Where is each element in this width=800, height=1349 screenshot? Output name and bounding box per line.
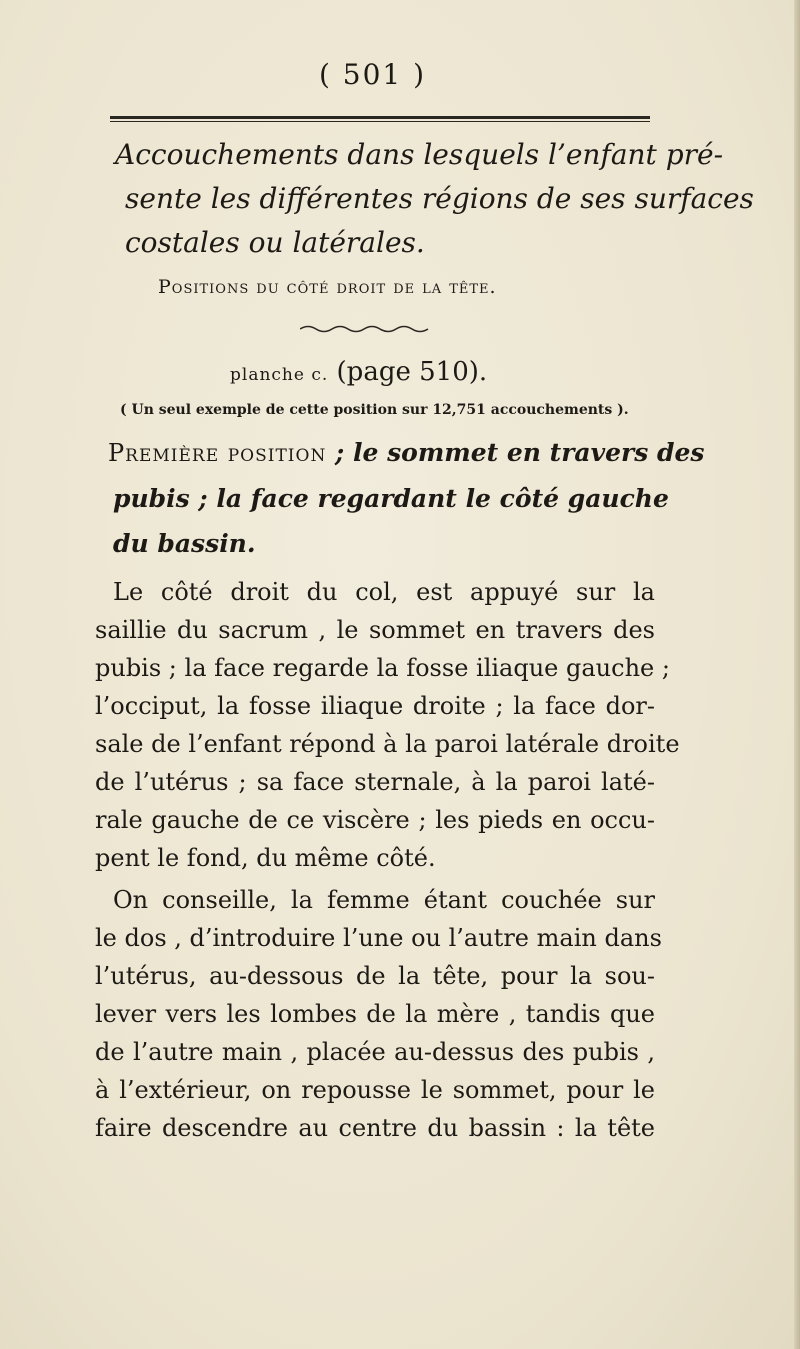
title-line: sente les différentes régions de ses surfaces: [125, 182, 754, 215]
frequency-note: ( Un seul exemple de cette position sur 12,751 accouchements ).: [120, 402, 629, 418]
ornament-divider: [300, 324, 430, 334]
position-text: ; le sommet en travers des: [326, 438, 705, 467]
position-label: Première position: [108, 439, 327, 467]
plate-reference: [230, 357, 630, 387]
text-line: le dos , d’introduire l’une ou l’autre main dans: [95, 924, 662, 952]
subheading: Positions du côté droit de la tête.: [158, 276, 497, 298]
text-line: sale de l’enfant répond à la paroi latérale droite: [95, 730, 680, 758]
page-edge: [794, 0, 800, 1349]
text-line: de l’utérus ; sa face sternale, à la paroi laté-: [95, 768, 655, 796]
title-line: Accouchements dans lesquels l’enfant pré-: [115, 138, 724, 171]
text-line: Le côté droit du col, est appuyé sur la: [113, 578, 655, 606]
section-title: [115, 133, 754, 265]
text-line: rale gauche de ce viscère ; les pieds en occu-: [95, 806, 655, 834]
text-line: pent le fond, du même côté.: [95, 844, 436, 872]
header-rule: [110, 116, 650, 119]
text-line: l’utérus, au-dessous de la tête, pour la sou-: [95, 962, 655, 990]
position-heading: [108, 430, 705, 566]
text-line: pubis ; la face regarde la fosse iliaque gauche ;: [95, 654, 670, 682]
text-line: à l’extérieur, on repousse le sommet, pour le: [95, 1076, 655, 1104]
text-line: lever vers les lombes de la mère , tandis que: [95, 1000, 655, 1028]
plate-page-ref: (page 510).: [336, 357, 488, 387]
plate-label: planche c.: [230, 365, 329, 385]
text-line: faire descendre au centre du bassin : la tête: [95, 1114, 655, 1142]
text-line: de l’autre main , placée au-dessus des pubis ,: [95, 1038, 655, 1066]
header-rule-thin: [110, 121, 650, 122]
text-line: On conseille, la femme étant couchée sur: [113, 886, 655, 914]
body-text: [95, 573, 680, 1147]
position-line: pubis ; la face regardant le côté gauche: [113, 484, 669, 513]
title-line: costales ou latérales.: [125, 226, 425, 259]
text-line: saillie du sacrum , le sommet en travers des: [95, 616, 655, 644]
position-line: [108, 430, 705, 476]
page-number: ( 501 ): [318, 58, 427, 91]
position-line: du bassin.: [113, 529, 256, 558]
text-line: l’occiput, la fosse iliaque droite ; la face dor-: [95, 692, 655, 720]
